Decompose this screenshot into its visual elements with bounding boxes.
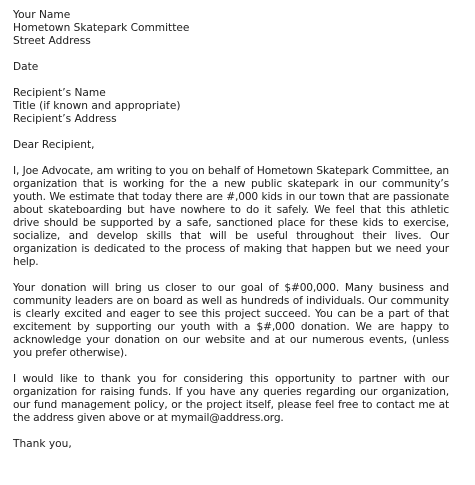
closing-block xyxy=(13,438,449,451)
sender-street-address: Street Address xyxy=(13,35,91,47)
recipient-title: Title (if known and appropriate) xyxy=(13,100,181,112)
body-paragraph-intro: I, Joe Advocate, am writing to you on behalf of Hometown Skatepark Committee, an organization that is working for the a new public skatepark in our community’s youth. We estimate that today there are #,000 kids in our town that are passionate about skateboarding but have nowhere to do it safely. We feel that this athletic drive should be supported by a safe, sanctioned place for these kids to exercise, socialize, and develop skills that will be useful throughout their lives. Our organization is dedicated to the process of making that happen but we need your help. xyxy=(13,165,449,268)
salutation: Dear Recipient, xyxy=(13,139,95,151)
date-block xyxy=(13,61,449,74)
letter-date: Date xyxy=(13,61,39,73)
recipient-block xyxy=(13,87,449,126)
closing: Thank you, xyxy=(13,438,72,450)
recipient-address: Recipient’s Address xyxy=(13,113,117,125)
sender-block xyxy=(13,9,449,48)
sender-organization: Hometown Skatepark Committee xyxy=(13,22,190,34)
recipient-name: Recipient’s Name xyxy=(13,87,106,99)
salutation-block xyxy=(13,139,449,152)
sender-name: Your Name xyxy=(13,9,71,21)
body-paragraph-thanks: I would like to thank you for considering this opportunity to partner with our organization for raising funds. If you have any queries regarding our organization, our fund management policy, or the project itself, please feel free to contact me at the address given above or at mymail@address.org. xyxy=(13,373,449,424)
body-paragraph-donation: Your donation will bring us closer to our goal of $#00,000. Many business and community leaders are on board as well as hundreds of individuals. Our community is clearly excited and eager to see this project succeed. You can be a part of that excitement by supporting our youth with a $#,000 donation. We are happy to acknowledge your donation on our website and at our numerous events, (unless you prefer otherwise). xyxy=(13,282,449,359)
letter xyxy=(13,9,449,464)
